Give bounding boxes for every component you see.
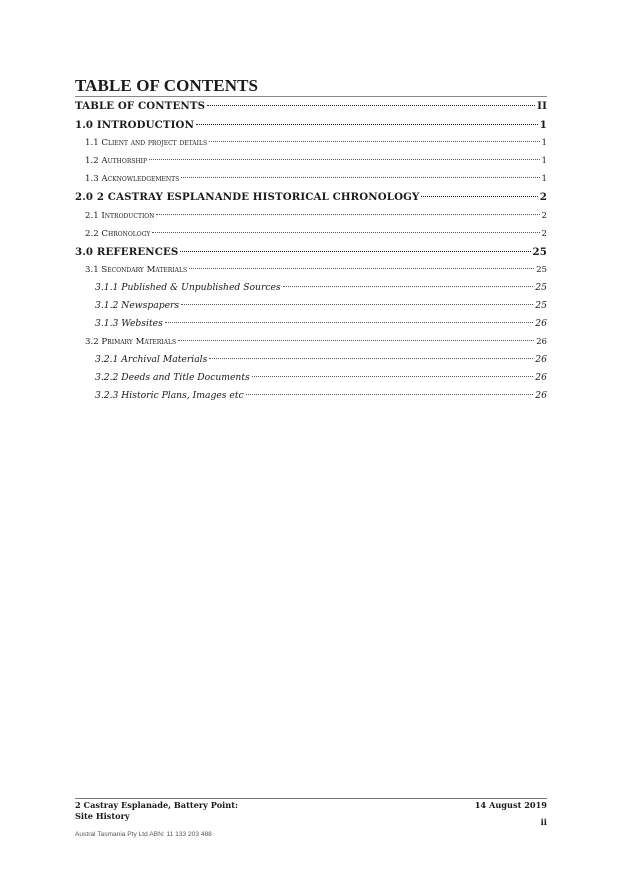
toc-entry-label: 3.2 Primary Materials	[85, 337, 177, 347]
toc-entry-page-number: 2	[541, 210, 547, 221]
toc-dot-leader	[246, 393, 534, 395]
toc-entry[interactable]	[75, 152, 547, 170]
toc-dot-leader	[152, 231, 539, 233]
toc-entry-page-number: 25	[535, 282, 547, 293]
toc-entry-label: 1.3 Acknowledgements	[85, 174, 180, 184]
footer-divider	[75, 798, 547, 799]
toc-entry-label: 3.1.2 Newspapers	[95, 300, 180, 311]
toc-entry-page-number: 26	[535, 354, 547, 365]
toc-entry[interactable]	[75, 387, 547, 405]
toc-entry[interactable]	[75, 116, 547, 135]
toc-entry-label: 1.0 INTRODUCTION	[75, 118, 195, 131]
toc-dot-leader	[209, 140, 539, 142]
toc-entry-label: 3.2.3 Historic Plans, Images etc	[95, 390, 244, 401]
toc-entry[interactable]	[75, 369, 547, 387]
footer-title-line-1: 2 Castray Esplanade, Battery Point:	[75, 800, 239, 810]
toc-entry-label: 3.2.1 Archival Materials	[95, 354, 208, 365]
footer-title-line-2: Site History	[75, 811, 130, 821]
footer-date: 14 August 2019	[474, 800, 547, 810]
table-of-contents	[75, 97, 547, 405]
toc-dot-leader	[165, 321, 533, 323]
toc-dot-leader	[252, 375, 534, 377]
toc-entry[interactable]	[75, 225, 547, 243]
toc-entry-page-number: 2	[539, 191, 547, 203]
toc-entry-label: 1.1 Client and project details	[85, 138, 208, 148]
toc-dot-leader	[283, 285, 534, 287]
toc-entry-page-number: 26	[535, 318, 547, 329]
toc-dot-leader	[180, 250, 530, 252]
toc-entry-page-number: 1	[541, 174, 547, 184]
toc-entry-label: 3.1.1 Published & Unpublished Sources	[95, 282, 281, 293]
toc-dot-leader	[196, 123, 538, 125]
toc-entry-page-number: 26	[535, 390, 547, 401]
toc-entry[interactable]	[75, 134, 547, 152]
toc-entry[interactable]	[75, 279, 547, 297]
toc-entry[interactable]	[75, 188, 547, 207]
toc-entry[interactable]	[75, 97, 547, 116]
footer-document-title	[75, 800, 325, 822]
toc-entry-label: 2.1 Introduction	[85, 210, 155, 221]
toc-entry[interactable]	[75, 261, 547, 279]
toc-entry-label: 3.1.3 Websites	[95, 318, 163, 329]
toc-entry-label: 3.0 REFERENCES	[75, 245, 179, 258]
toc-entry-label: 3.2.2 Deeds and Title Documents	[95, 372, 250, 383]
toc-dot-leader	[178, 339, 534, 341]
toc-dot-leader	[207, 104, 535, 106]
toc-entry[interactable]	[75, 315, 547, 333]
toc-entry-page-number: 1	[541, 138, 547, 148]
toc-entry-page-number: 1	[541, 156, 547, 166]
toc-entry-label: 2.0 2 CASTRAY ESPLANANDE HISTORICAL CHRONOLOGY	[75, 191, 420, 203]
toc-entry-page-number: 2	[541, 228, 547, 239]
toc-entry-page-number: 26	[536, 337, 547, 347]
toc-entry-page-number: 25	[536, 265, 547, 275]
toc-dot-leader	[209, 357, 533, 359]
toc-entry[interactable]	[75, 170, 547, 188]
toc-entry-label: 2.2 Chronology	[85, 228, 151, 239]
toc-dot-leader	[181, 303, 533, 305]
toc-dot-leader	[149, 158, 539, 160]
toc-entry-page-number: II	[537, 100, 547, 112]
toc-dot-leader	[156, 213, 539, 215]
toc-entry-page-number: 1	[539, 118, 547, 131]
toc-entry-page-number: 25	[532, 245, 547, 258]
page-title: TABLE OF CONTENTS	[75, 76, 547, 97]
footer-company-info: Austral Tasmania Pty Ltd ABN: 11 133 203 488	[75, 831, 212, 838]
toc-entry[interactable]	[75, 333, 547, 351]
toc-entry-label: 3.1 Secondary Materials	[85, 265, 188, 275]
toc-dot-leader	[181, 176, 539, 178]
toc-entry-label: TABLE OF CONTENTS	[75, 100, 206, 112]
toc-entry[interactable]	[75, 207, 547, 225]
toc-entry[interactable]	[75, 297, 547, 315]
toc-entry-page-number: 26	[535, 372, 547, 383]
toc-entry-page-number: 25	[535, 300, 547, 311]
toc-dot-leader	[421, 195, 537, 197]
footer-page-number: ii	[540, 817, 547, 827]
toc-dot-leader	[189, 267, 534, 269]
toc-entry[interactable]	[75, 351, 547, 369]
toc-entry[interactable]	[75, 243, 547, 262]
toc-entry-label: 1.2 Authorship	[85, 156, 148, 166]
